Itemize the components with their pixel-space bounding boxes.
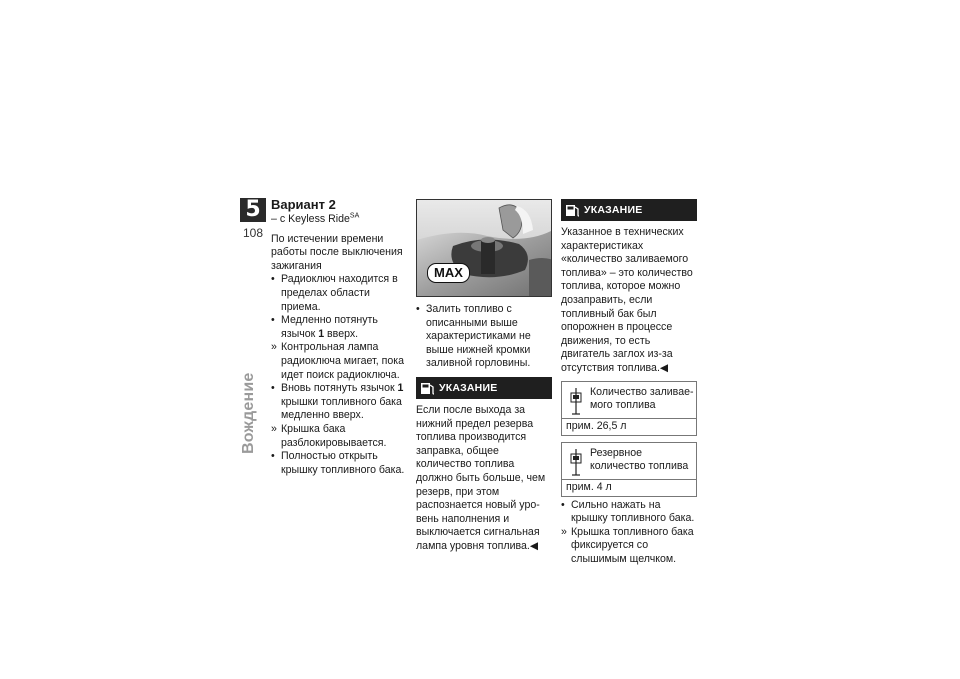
- end-mark: ◀: [529, 539, 539, 552]
- notice-paragraph: [561, 226, 697, 376]
- step-text: Крышка топливного бака фиксируется со слышимым щелчком.: [571, 525, 694, 565]
- fuel-dispenser-icon: [570, 387, 582, 415]
- end-mark: ◀: [659, 361, 669, 374]
- variant-heading: Вариант 2: [271, 197, 336, 212]
- bullet-marker: •: [271, 450, 275, 463]
- step-text: Залить топливо с описанными выше характеристиками не выше нижней кромки заливной горловины.: [426, 303, 531, 370]
- result-marker: »: [271, 341, 277, 354]
- notice-pump-icon: [420, 381, 436, 395]
- result-marker: »: [561, 525, 567, 538]
- page-number: 108: [242, 226, 264, 240]
- bullet-marker: •: [561, 498, 565, 511]
- subtitle-text: – с Keyless Ride: [271, 213, 350, 225]
- step-text: Сильно нажать на крышку топливного бака.: [571, 498, 695, 525]
- step-text: Медленно потянуть язычок: [281, 314, 378, 340]
- step-text-cont: вверх.: [324, 327, 359, 340]
- column-3: [561, 199, 697, 567]
- notice-header: [416, 377, 552, 399]
- fuel-dispenser-icon: [570, 448, 582, 476]
- step-text: Радиоключ находится в пределах области приема.: [281, 273, 398, 313]
- bullet-marker: •: [271, 314, 275, 327]
- spec-value: прим. 26,5 л: [566, 419, 627, 432]
- step-text: Контрольная лампа радиоключа мигает, пока идет поиск радиоключа.: [281, 341, 404, 381]
- spec-header: [562, 443, 696, 480]
- spec-value: прим. 4 л: [566, 480, 612, 493]
- subtitle-sup: SA: [349, 212, 360, 220]
- spec-label: Количество заливаемого топлива: [590, 385, 694, 412]
- step-text: Полностью открыть крышку топливного бака.: [281, 450, 405, 476]
- step-text: Крышка бака разблокировывается.: [281, 422, 387, 449]
- spec-label: Резервное количество топлива: [590, 446, 689, 473]
- list-item: [561, 526, 697, 567]
- chapter-number: 5: [240, 198, 266, 222]
- notice-header: [561, 199, 697, 221]
- result-marker: »: [271, 422, 277, 435]
- step-text-cont: крышки топливного бака медленно вверх.: [281, 395, 402, 422]
- notice-label: УКАЗАНИЕ: [439, 381, 498, 394]
- column-2: [416, 199, 552, 554]
- steps-list-2: [416, 303, 552, 371]
- list-item: [271, 423, 405, 450]
- list-item: [271, 314, 405, 341]
- spec-table: [561, 381, 697, 436]
- list-item: [416, 303, 552, 371]
- intro-paragraph: По истечении времени работы после выключения зажигания: [271, 232, 403, 272]
- section-title: Вождение: [240, 372, 257, 454]
- step-text: Вновь потянуть язычок: [281, 382, 398, 395]
- steps-list-3: [561, 499, 697, 567]
- max-label: MAX: [427, 263, 470, 283]
- bullet-marker: •: [271, 273, 275, 286]
- steps-list-1: [271, 273, 405, 477]
- spec-table: [561, 442, 697, 497]
- notice-label: УКАЗАНИЕ: [584, 204, 643, 216]
- callout-number: 1: [397, 382, 404, 395]
- variant-subtitle: [271, 213, 405, 227]
- list-item: [561, 499, 697, 526]
- section-title-vertical: [238, 334, 266, 454]
- notice-paragraph: [416, 404, 552, 554]
- list-item: [271, 341, 405, 382]
- list-item: [271, 273, 405, 314]
- bullet-marker: •: [271, 382, 275, 395]
- column-1: [271, 197, 405, 477]
- notice-text: Указанное в технических характеристиках «количество заливаемого топлива» – это количество топлива, которое можно дозаправить, если топливный бак был опорожнен в процессе движения, то есть двигатель заглох из-за отсутствия топлива.: [561, 226, 693, 374]
- notice-text: Если после выхода за нижний предел резерва топлива производится заправка, общее количество топлива должно быть больше, чем резерв, при этом распознается новый уровень наполнения и выключается сигнальная лампа уровня топлива.: [416, 403, 546, 552]
- list-item: [271, 382, 405, 423]
- bullet-marker: •: [416, 303, 420, 315]
- list-item: [271, 450, 405, 477]
- spec-header: [562, 382, 696, 419]
- fuel-filler-photo: [416, 199, 552, 297]
- callout-number: 1: [318, 327, 325, 340]
- notice-pump-icon: [565, 203, 581, 217]
